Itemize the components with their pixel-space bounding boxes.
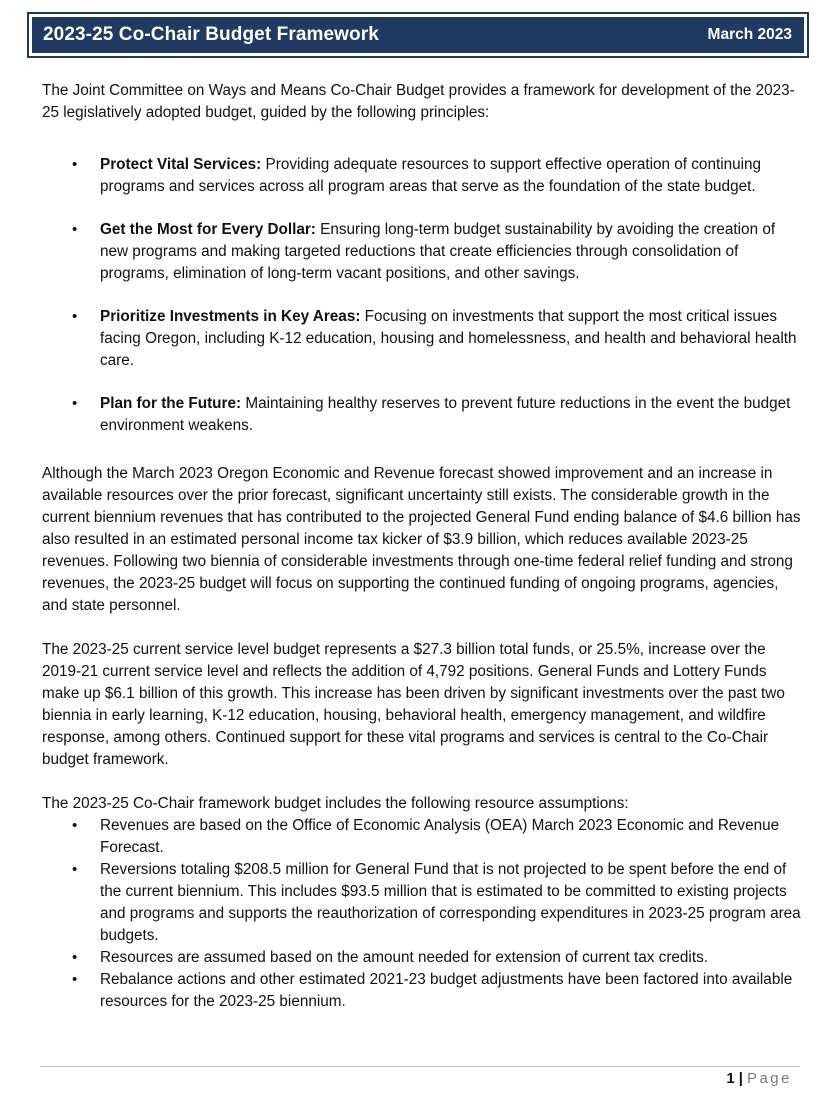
assumption-item [42, 969, 802, 1013]
principle-item [42, 393, 802, 437]
bullet-icon: • [72, 861, 78, 878]
principle-text: Maintaining healthy reserves to prevent future reductions in the event the budget environment weakens. [100, 395, 791, 434]
assumption-item [42, 947, 802, 969]
assumption-item [42, 815, 802, 859]
page-footer [726, 1068, 792, 1090]
bullet-icon: • [72, 817, 78, 834]
principle-item [42, 154, 802, 198]
principle-item [42, 219, 802, 285]
assumption-text: Resources are assumed based on the amount needed for extension of current tax credits. [100, 949, 708, 966]
footer-separator: | [738, 1070, 743, 1087]
assumption-text: Reversions totaling $208.5 million for General Fund that is not projected to be spent before the end of the current biennium. This includes $93.5 million that is estimated to be committed to existing projects and programs and supports the reauthorization of corresponding expenditures in 2023-25 program area budgets. [100, 861, 801, 944]
principle-text: Ensuring long-term budget sustainability by avoiding the creation of new programs and making targeted reductions that create efficiencies through consolidation of programs, elimination of long-term vacant positions, and other savings. [100, 221, 776, 282]
bullet-icon: • [72, 308, 78, 325]
principle-heading: Protect Vital Services: [100, 156, 262, 173]
principle-heading: Prioritize Investments in Key Areas: [100, 308, 361, 325]
page-label: Page [746, 1070, 792, 1087]
intro-paragraph: The Joint Committee on Ways and Means Co-Chair Budget provides a framework for development of the 2023-25 legislatively adopted budget, guided by the following principles: [42, 82, 795, 121]
service-level-paragraph: The 2023-25 current service level budget represents a $27.3 billion total funds, or 25.5%, increase over the 2019-21 current service level and reflects the addition of 4,792 positions. General Funds and Lottery Funds make up $6.1 billion of this growth. This increase has been driven by significant investments over the past two biennia in early learning, K-12 education, housing, behavioral health, emergency management, and wildfire response, among others. Continued support for these vital programs and services is central to the Co-Chair budget framework. [42, 641, 785, 768]
principle-text: Focusing on investments that support the most critical issues facing Oregon, including K-12 education, housing and homelessness, and health and behavioral health care. [100, 308, 797, 369]
document-title: 2023-25 Co-Chair Budget Framework [43, 24, 379, 45]
assumption-item [42, 859, 802, 947]
forecast-paragraph: Although the March 2023 Oregon Economic and Revenue forecast showed improvement and an increase in available resources over the prior forecast, significant uncertainty still exists. The considerable growth in the current biennium revenues that has contributed to the projected General Fund ending balance of $4.6 billion has also resulted in an estimated personal income tax kicker of $3.9 billion, which reduces available 2023-25 revenues. Following two biennia of considerable investments through one-time federal relief funding and strong revenues, the 2023-25 budget will focus on supporting the continued funding of ongoing programs, agencies, and state personnel. [42, 465, 801, 614]
document-body [42, 80, 802, 1013]
document-date: March 2023 [707, 26, 792, 43]
assumption-text: Rebalance actions and other estimated 2021-23 budget adjustments have been factored into available resources for the 2023-25 biennium. [100, 971, 793, 1010]
principle-item [42, 306, 802, 372]
principle-heading: Get the Most for Every Dollar: [100, 221, 316, 238]
principle-heading: Plan for the Future: [100, 395, 242, 412]
assumptions-intro: The 2023-25 Co-Chair framework budget includes the following resource assumptions: [42, 795, 629, 812]
page-number: 1 [726, 1070, 735, 1087]
assumption-text: Revenues are based on the Office of Economic Analysis (OEA) March 2023 Economic and Revenue Forecast. [100, 817, 780, 856]
bullet-icon: • [72, 156, 78, 173]
principle-text: Providing adequate resources to support effective operation of continuing programs and services across all program areas that serve as the foundation of the state budget. [100, 156, 762, 195]
bullet-icon: • [72, 395, 78, 412]
bullet-icon: • [72, 949, 78, 966]
bullet-icon: • [72, 221, 78, 238]
footer-divider [40, 1066, 800, 1067]
bullet-icon: • [72, 971, 78, 988]
document-header [27, 12, 809, 58]
principles-list [42, 154, 802, 437]
assumptions-list [42, 815, 802, 1013]
header-bar [32, 17, 804, 53]
